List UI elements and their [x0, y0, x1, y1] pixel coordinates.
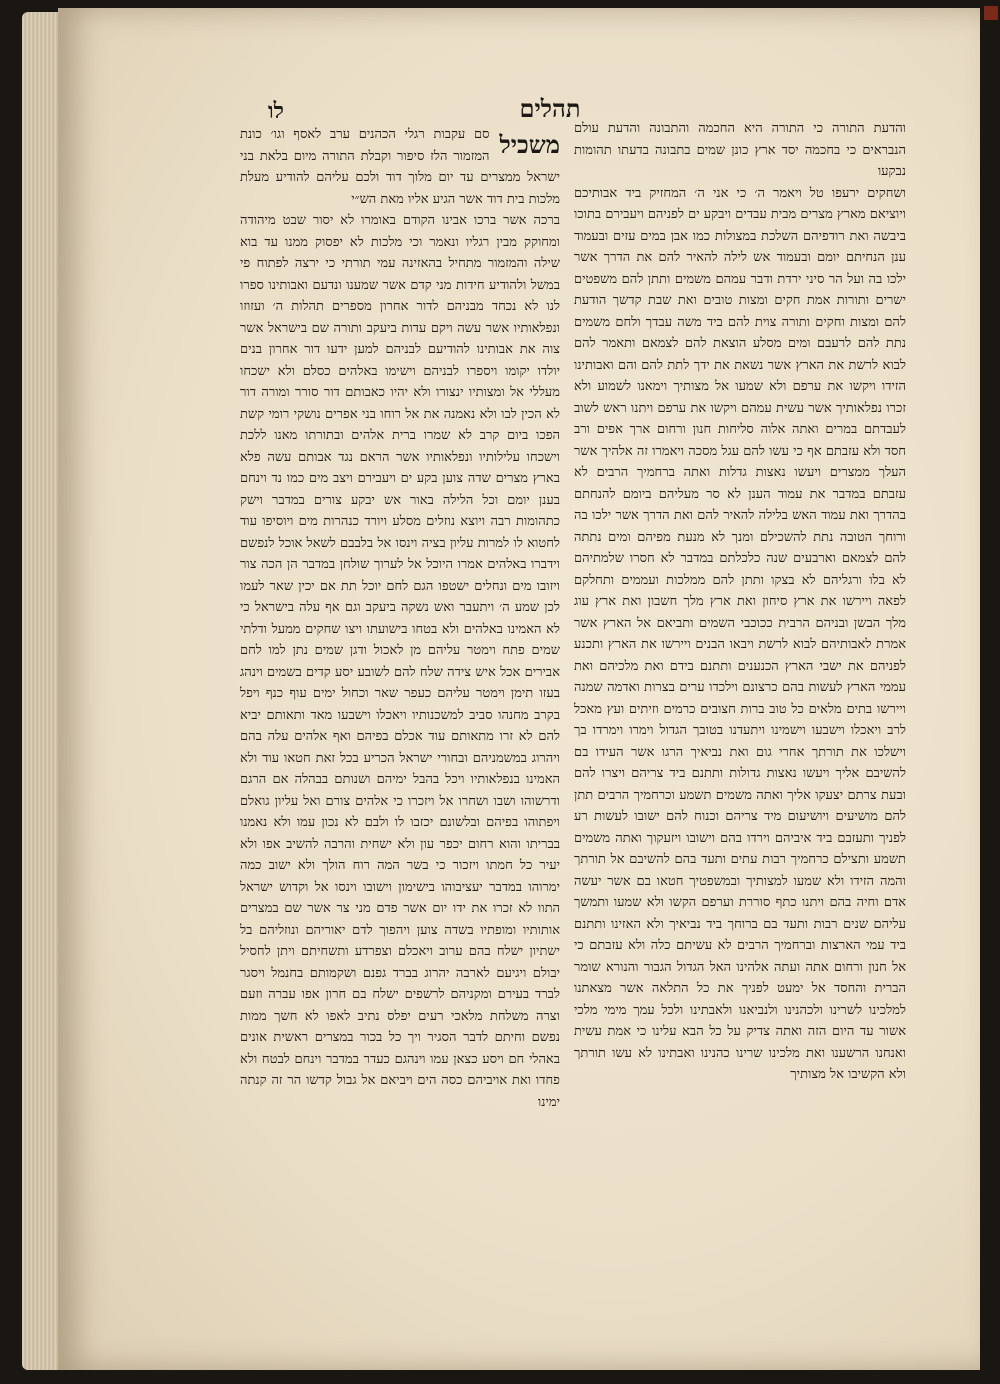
color-marker [984, 6, 998, 20]
right-text-column [574, 118, 906, 1086]
left-column-body: ברכה אשר ברכו אבינו הקודם באומרו לא יסור שבט מיהודה ומחוקק מבין רגליו ונאמר וכי מלכות לא יפסוק ממנו עד בוא שילה והמזמור מתחיל בהאזינה עמי תורתי כי ירצה לפתוח פי במשל ולהודיע חידות מני קדם אשר שמענו ונדעם ואבותינו ספרו לנו לא נכחד מבניהם לדור אחרון מספרים תהלות ה׳ ועזוזו ונפלאותיו אשר עשה ויקם עדות ביעקב ותורה שם בישראל אשר צוה את אבותינו להודיעם לבניהם למען ידעו דור אחרון בנים יולדו יקומו ויספרו לבניהם וישימו באלהים כסלם ולא ישכחו מעללי אל ומצותיו ינצורו ולא יהיו כאבותם דור סורר ומורה דור לא הכין לבו ולא נאמנה את אל רוחו בני אפרים נושקי רומי קשת הפכו ביום קרב לא שמרו ברית אלהים ובתורתו מאנו ללכת וישכחו עלילותיו ונפלאותיו אשר הראם נגד אבותם עשה פלא בארץ מצרים שדה צוען בקע ים ויעבירם ויצב מים כמו נד וינחם בענן יומם וכל הלילה באור אש יבקע צורים במדבר וישק כתהומות רבה ויוצא נוזלים מסלע ויורד כנהרות מים ויוסיפו עוד לחטוא לו למרות עליון בציה וינסו אל בלבבם לשאל אוכל לנפשם וידברו באלהים אמרו היוכל אל לערוך שולחן במדבר הן הכה צור ויזובו מים ונחלים ישטפו הגם לחם יוכל תת אם יכין שאר לעמו לכן שמע ה׳ ויתעבר ואש נשקה ביעקב וגם אף עלה בישראל כי לא האמינו באלהים ולא בטחו בישועתו ויצו שחקים ממעל ודלתי שמים פתח וימטר עליהם מן לאכול ודגן שמים נתן למו לחם אבירים אכל איש צידה שלח להם לשובע יסע קדים בשמים וינהג בעזו תימן וימטר עליהם כעפר שאר וכחול ימים עוף כנף ויפל בקרב מחנהו סביב למשכנותיו ויאכלו וישבעו מאד ותאותם יביא להם לא זרו מתאותם עוד אכלם בפיהם ואף אלהים עלה בהם ויהרוג במשמניהם ובחורי ישראל הכריע בכל זאת חטאו עוד ולא האמינו בנפלאותיו ויכל בהבל ימיהם ושנותם בבהלה אם הרגם ודרשוהו ושבו ושחרו אל ויזכרו כי אלהים צורם ואל עליון גואלם ויפתוהו בפיהם ובלשונם יכזבו לו ולבם לא נכון עמו ולא נאמנו בבריתו והוא רחום יכפר עון ולא ישחית והרבה להשיב אפו ולא יעיר כל חמתו ויזכור כי בשר המה רוח הולך ולא ישוב כמה ימרוהו במדבר יעציבוהו בישימון וישובו וינסו אל וקדוש ישראל התוו לא זכרו את ידו יום אשר פדם מני צר אשר שם במצרים אותותיו ומופתיו בשדה צוען ויהפוך לדם יאוריהם ונוזליהם בל ישתיון ישלח בהם ערוב ויאכלם וצפרדע ותשחיתם ויתן לחסיל יבולם ויגיעם לארבה יהרוג בברד גפנם ושקמותם בחנמל ויסגר לברד בעירם ומקניהם לרשפים ישלח בם חרון אפו עברה וזעם וצרה משלחת מלאכי רעים יפלס נתיב לאפו לא חשך ממות נפשם וחיתם לדבר הסגיר ויך כל בכור במצרים ראשית אונים באהלי חם ויסע כצאן עמו וינהגם כעדר במדבר וינחם לבטח ולא פחדו ואת אויביהם כסה הים ויביאם אל גבול קדשו הר זה קנתה ימינו [240, 213, 560, 1110]
left-text-column [240, 118, 560, 1113]
left-column-intro: סם עקבות רגלי הכהנים ערב לאסף וגו׳ כונת המזמור הלז סיפור וקבלת התורה מיום בלאת בני ישראל ממצרים עד יום מלוך דוד ולכם עליהם להודיע מעלת מלכות בית דוד אשר הגיע אליו מאת הש״י [240, 127, 560, 207]
running-title: תהלים [519, 94, 581, 123]
folio-number: לו [268, 98, 284, 124]
right-column-body: ושחקים ירעפו טל ויאמר ה׳ כי אני ה׳ המחזיק ביד אבותיכם ויוציאם מארץ מצרים מבית עבדים ויבקע ים לפניהם ויעבירם בתוכו ביבשה ואת רודפיהם השלכת במצולות כמו אבן במים עזים ובעמוד ענן הנחיתם יומם ובעמוד אש לילה להאיר להם את הדרך אשר ילכו בה ועל הר סיני ירדת ודבר עמהם משמים ותתן להם משפטים ישרים ותורות אמת חקים ומצות טובים ואת שבת קדשך הודעת להם ומצות וחקים ותורה צוית להם ביד משה עבדך ולחם משמים נתת להם לרעבם ומים מסלע הוצאת להם לצמאם ותאמר להם לבוא לרשת את הארץ אשר נשאת את ידך לתת להם והם ואבותינו הזידו ויקשו את ערפם ולא שמעו אל מצותיך וימאנו לשמוע ולא זכרו נפלאותיך אשר עשית עמהם ויקשו את ערפם ויתנו ראש לשוב לעבדתם במרים ואתה אלוה סליחות חנון ורחום ארך אפים ורב חסד ולא עזבתם אף כי עשו להם עגל מסכה ויאמרו זה אלהיך אשר העלך ממצרים ויעשו נאצות גדלות ואתה ברחמיך הרבים לא עזבתם במדבר את עמוד הענן לא סר מעליהם ביומם להנחתם בהדרך ואת עמוד האש בלילה להאיר להם ואת הדרך אשר ילכו בה ורוחך הטובה נתת להשכילם ומנך לא מנעת מפיהם ומים נתתה להם לצמאם וארבעים שנה כלכלתם במדבר לא חסרו שלמתיהם לא בלו ורגליהם לא בצקו ותתן להם ממלכות ועממים ותחלקם לפאה ויירשו את ארץ סיחון ואת ארץ מלך חשבון ואת ארץ עוג מלך הבשן ובניהם הרבית ככוכבי השמים ותביאם אל הארץ אשר אמרת לאבותיהם לבוא לרשת ויבאו הבנים ויירשו את הארץ ותכנע לפניהם את ישבי הארץ הכנענים ותתנם בידם ואת מלכיהם ואת עממי הארץ לעשות בהם כרצונם וילכדו ערים בצרות ואדמה שמנה ויירשו בתים מלאים כל טוב ברות חצובים כרמים וזיתים ועץ מאכל לרב ויאכלו וישבעו וישמינו ויתעדנו בטובך הגדול וימרו וימרדו בך וישלכו את תורתך אחרי גום ואת נביאיך הרגו אשר העידו בם להשיבם אליך ויעשו נאצות גדולות ותתנם ביד צריהם ויצרו להם ובעת צרתם יצעקו אליך ואתה משמים תשמע וכרחמיך הרבים תתן להם מושיעים ויושיעום מיד צריהם וכנוח להם ישובו לעשות רע לפניך ותעזבם ביד איביהם וירדו בהם וישובו ויזעקוך ואתה משמים תשמע ותצילם כרחמיך רבות עתים ותעד בהם להשיבם אל תורתך והמה הזידו ולא שמעו למצותיך ובמשפטיך חטאו בם אשר יעשה אדם וחיה בהם ויתנו כתף סוררת וערפם הקשו ולא שמעו ותמשך עליהם שנים רבות ותעד בם ברוחך ביד נביאיך ולא האזינו ותתנם ביד עמי הארצות וברחמיך הרבים לא עשיתם כלה ולא עזבתם כי אל חנון ורחום אתה ועתה אלהינו האל הגדול הגבור והנורא שומר הברית והחסד אל ימעט לפניך את כל התלאה אשר מצאתנו למלכינו לשרינו ולכהנינו ולנביאנו ולאבתינו ולכל עמך מימי מלכי אשור עד היום הזה ואתה צדיק על כל הבא עלינו כי אמת עשית ואנחנו הרשענו ואת מלכינו שרינו כהנינו ואבתינו לא עשו תורתך ולא הקשיבו אל מצותיך [574, 185, 906, 1082]
scan-border [58, 1370, 1000, 1384]
section-heading-word: משכיל [499, 130, 560, 159]
right-column-intro: והדעת התורה כי התורה היא החכמה והתבונה והדעת עולם הנבראים כי בחכמה יסד ארץ כונן שמים בתבונה בדעתו תהומות נבקעו [574, 121, 906, 179]
